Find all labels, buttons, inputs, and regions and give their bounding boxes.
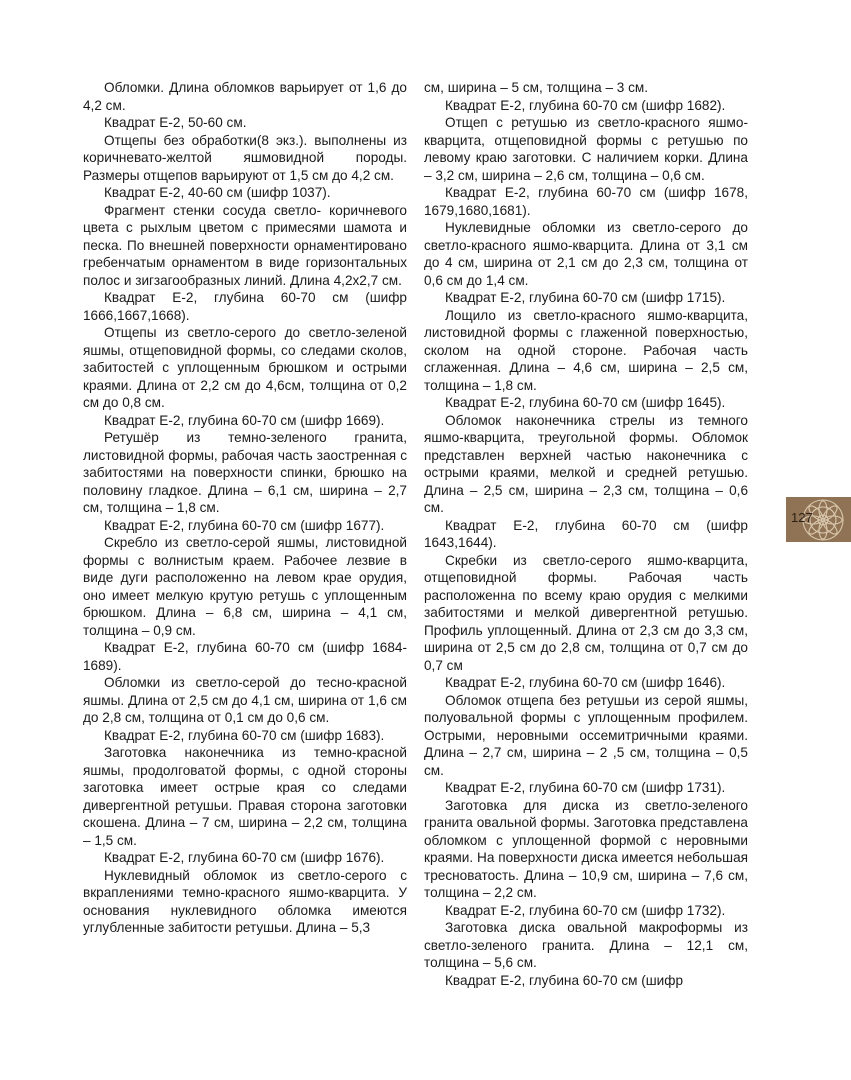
page-number: 127 <box>791 510 813 525</box>
paragraph: Заготовка наконечника из темно-красной яшмы, продолговатой формы, с одной стороны заготовка имеет острые края со следами дивергентной ретушьи. Правая сторона заготовки скошена. Длина – 7 см, ширина – 2,2 см, толщина – 1,5 см. <box>83 745 407 848</box>
paragraph: Квадрат Е-2, 40-60 см (шифр 1037). <box>104 185 331 200</box>
paragraph: Квадрат Е-2, глубина 60-70 см (шифр 1683). <box>104 727 385 743</box>
paragraph: Заготовка диска овальной макроформы из светло-зеленого гранита. Длина – 12,1 см, толщина – 5,6 см. <box>424 920 748 970</box>
paragraph: Нуклевидные обломки из светло-серого до светло-красного яшмо-кварцита. Длина от 3,1 см до 4 см, ширина от 2,1 см до 2,3 см, толщина от 0,6 см до 1,4 см. <box>424 220 748 288</box>
paragraph: Нуклевидный обломок из светло-серого с вкраплениями темно-красного яшмо-кварцита. У основания нуклевидного обломка имеются углубленные забитости ретушьи. Длина – 5,3 <box>83 867 407 935</box>
paragraph: Квадрат Е-2, глубина 60-70 см (шифр 1677). <box>104 517 385 533</box>
paragraph: Квадрат Е-2, глубина 60-70 см (шифр 1676). <box>104 850 385 865</box>
text-column-left <box>83 79 407 937</box>
paragraph: Квадрат Е-2, глубина 60-70 см (шифр <box>445 972 684 988</box>
paragraph: Обломки. Длина обломков варьирует от 1,6 до 4,2 см. <box>83 80 407 113</box>
paragraph: Квадрат Е-2, глубина 60-70 см (шифр 1678, 1679,1680,1681). <box>424 185 748 218</box>
paragraph: Фрагмент стенки сосуда светло- коричневого цвета с рыхлым цветом с примесями шамота и песка. По внешней поверхности орнаментировано гребенчатым орнаментом в виде горизонтальных полос и зигзагообразных линий. Длина 4,2х2,7 см. <box>83 202 407 288</box>
paragraph: Квадрат Е-2, глубина 60-70 см (шифр 1669). <box>104 412 385 428</box>
paragraph: Скребки из светло-серого яшмо-кварцита, отщеповидной формы. Рабочая часть расположенна по всему краю орудия с мелкими забитостями и мелкой дивергентной ретушью. Профиль уплощенный. Длина от 2,3 см до 3,3 см, ширина от 2,5 см до 2,8 см, толщина от 0,7 см до 0,7 см <box>424 552 748 673</box>
paragraph: Обломок отщепа без ретушьи из серой яшмы, полуовальной формы с уплощенным профилем. Острыми, неровными оссемитричными краями. Длина – 2,7 см, ширина – 2 ,5 см, толщина – 0,5 см. <box>424 692 748 778</box>
paragraph: Отщепы без обработки(8 экз.). выполнены из коричневато-желтой яшмовидной породы. Размеры отщепов варьируют от 1,5 см до 4,2 см. <box>83 132 407 183</box>
paragraph: Квадрат Е-2, 50-60 см. <box>104 115 247 130</box>
paragraph: Отщепы из светло-серого до светло-зеленой яшмы, отщеповидной формы, со следами сколов, забитостей с уплощенным брюшком и острыми краями. Длина от 2,2 см до 4,6см, толщина от 0,2 см до 0,8 см. <box>83 325 407 410</box>
paragraph: Квадрат Е-2, глубина 60-70 см (шифр 1732). <box>445 902 726 918</box>
paragraph: Отщеп с ретушью из светло-красного яшмо-кварцита, отщеповидной формы с ретушью по левому краю заготовки. С наличием корки. Длина – 3,2 см, ширина – 2,6 см, толщина – 0,6 см. <box>424 115 748 183</box>
paragraph: Квадрат Е-2, глубина 60-70 см (шифр 1715). <box>445 290 726 305</box>
paragraph: Заготовка для диска из светло-зеленого гранита овальной формы. Заготовка представлена обломком с уплощенной формой с неровными краями. На поверхности диска имеется небольшая тресноватость. Длина – 10,9 см, ширина – 7,6 см, толщина – 2,2 см. <box>424 797 748 900</box>
paragraph: Обломки из светло-серой до тесно-красной яшмы. Длина от 2,5 см до 4,1 см, ширина от 1,6 см до 2,8 см, толщина от 0,1 см до 0,6 см. <box>83 675 407 725</box>
paragraph: Обломок наконечника стрелы из темного яшмо-кварцита, треугольной формы. Обломок представлен верхней частью наконечника с острыми краями, мелкой и средней ретушью. Длина – 2,5 см, ширина – 2,3 см, толщина – 0,6 см. <box>424 412 748 515</box>
paragraph: Квадрат Е-2, глубина 60-70 см (шифр 1645). <box>445 395 726 410</box>
page-number-badge <box>786 497 851 542</box>
paragraph: Квадрат Е-2, глубина 60-70 см (шифр 1643,1644). <box>424 517 748 550</box>
paragraph: Квадрат Е-2, глубина 60-70 см (шифр 1684-1689). <box>83 640 407 673</box>
paragraph: Скребло из светло-серой яшмы, листовидной формы с волнистым краем. Рабочее лезвие в виде дуги расположенно на левом крае орудия, оно имеет мелкую крутую ретушь с уплощенным брюшком. Длина – 6,8 см, ширина – 4,1 см, толщина – 0,9 см. <box>83 535 407 638</box>
paragraph: Лощило из светло-красного яшмо-кварцита, листовидной формы с глаженной поверхностью, сколом на одной стороне. Рабочая часть сглаженная. Длина – 4,6 см, ширина – 2,5 см, толщина – 1,8 см. <box>424 307 748 393</box>
text-column-right <box>424 79 748 989</box>
paragraph: Квадрат Е-2, глубина 60-70 см (шифр 1731). <box>445 780 726 795</box>
paragraph: Квадрат Е-2, глубина 60-70 см (шифр 1646). <box>445 675 726 690</box>
paragraph: Квадрат Е-2, глубина 60-70 см (шифр 1682). <box>445 97 726 113</box>
paragraph-continuation: см, ширина – 5 см, толщина – 3 см. <box>424 80 649 95</box>
paragraph: Квадрат Е-2, глубина 60-70 см (шифр 1666,1667,1668). <box>83 290 407 323</box>
paragraph: Ретушёр из темно-зеленого гранита, листовидной формы, рабочая часть заостренная с забитостями на поверхности спинки, брюшко на половину гладкое. Длина – 6,1 см, ширина – 2,7 см, толщина – 1,8 см. <box>83 430 407 515</box>
